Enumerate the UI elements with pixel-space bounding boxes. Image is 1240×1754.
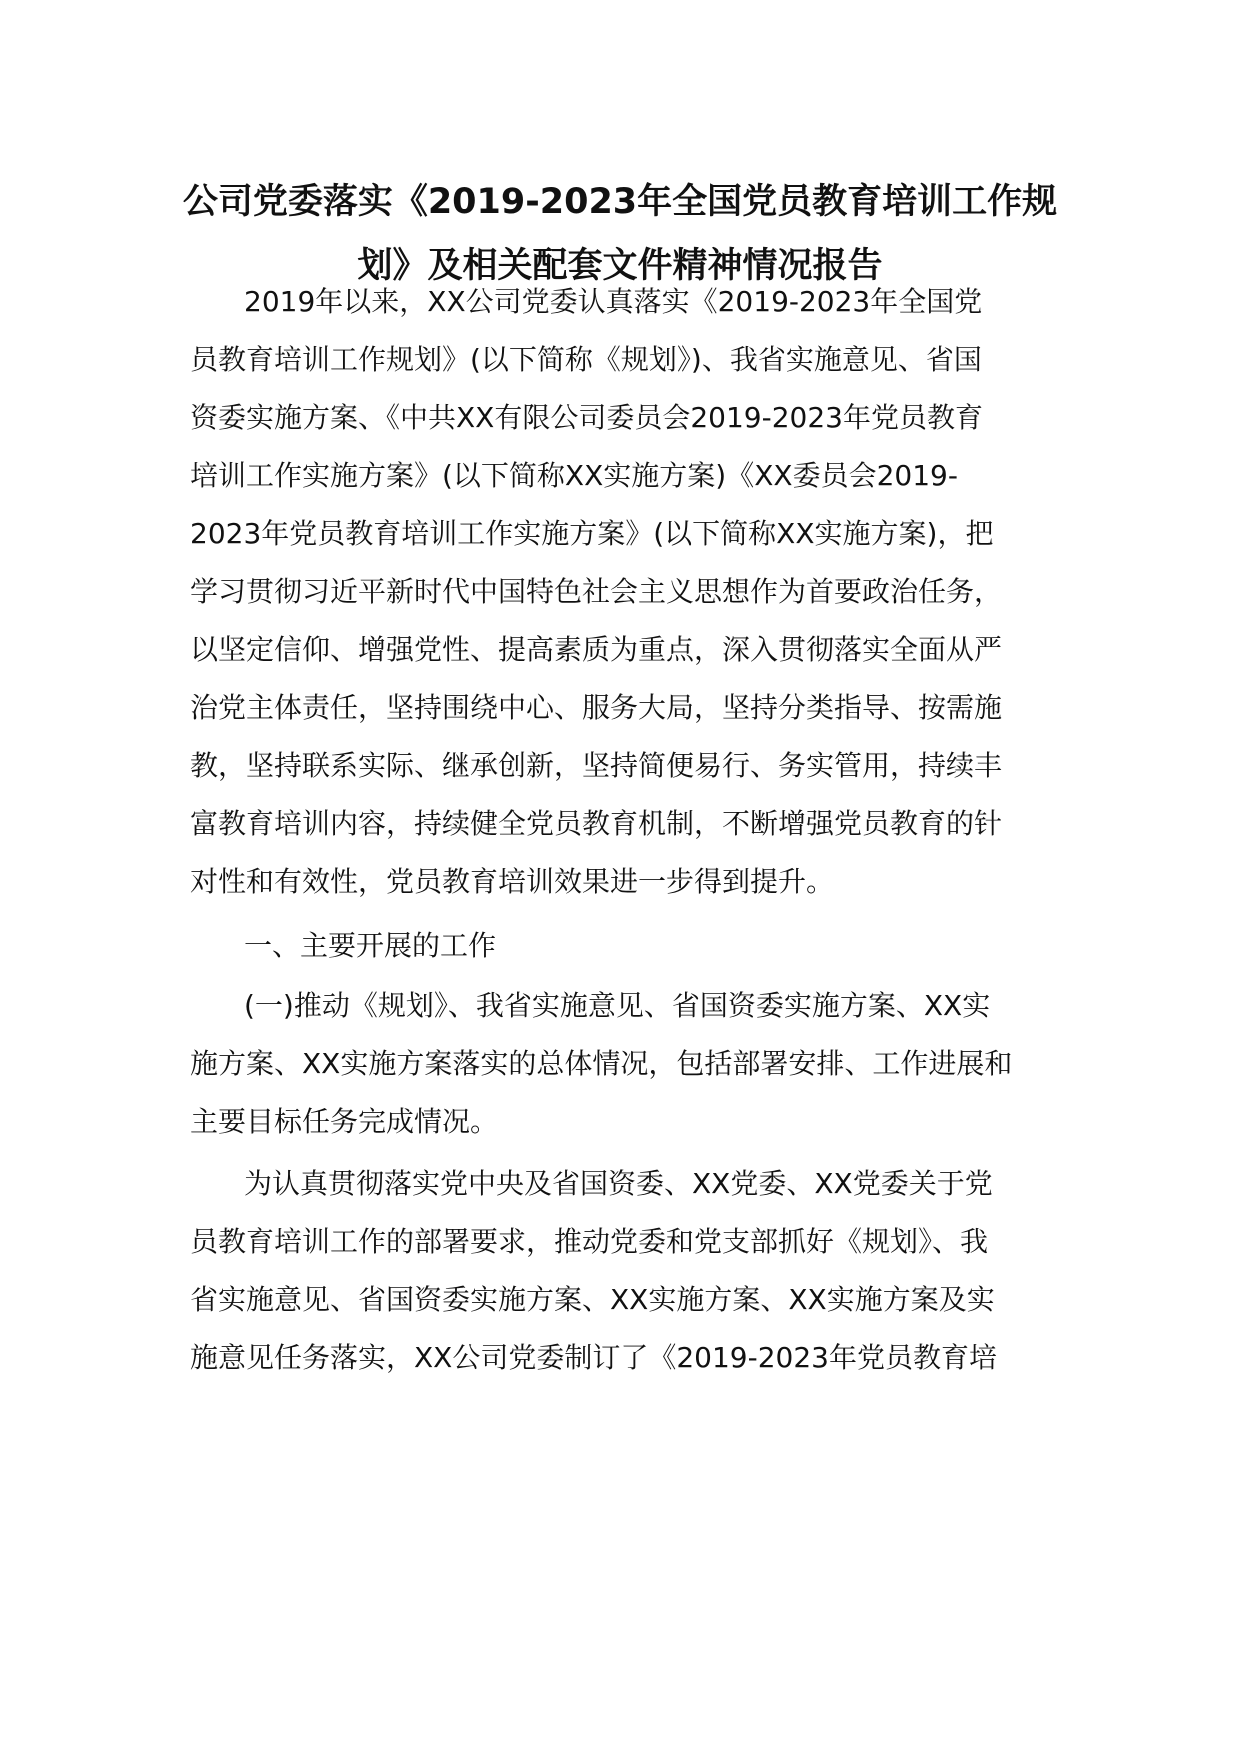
paragraph-2-line-3: 省实施意见、省国资委实施方案、XX实施方案、XX实施方案及实: [190, 1283, 995, 1316]
paragraph-1-line-5: 2023年党员教育培训工作实施方案》(以下简称XX实施方案)，把: [190, 517, 994, 550]
paragraph-1-line-7: 以坚定信仰、增强党性、提高素质为重点，深入贯彻落实全面从严: [190, 633, 1003, 666]
subsection-1-line-1: (一)推动《规划》、我省实施意见、省国资委实施方案、XX实: [244, 989, 991, 1022]
document-title-line-1: 公司党委落实《2019-2023年全国党员教育培训工作规: [182, 182, 1058, 222]
paragraph-1-line-4: 培训工作实施方案》(以下简称XX实施方案)《XX委员会2019-: [190, 459, 958, 492]
paragraph-1-line-8: 治党主体责任，坚持围绕中心、服务大局，坚持分类指导、按需施: [190, 691, 1003, 724]
paragraph-1-line-1: 2019年以来，XX公司党委认真落实《2019-2023年全国党: [244, 285, 983, 318]
subsection-1-line-2: 施方案、XX实施方案落实的总体情况，包括部署安排、工作进展和: [190, 1047, 1013, 1080]
section-1-heading: 一、主要开展的工作: [244, 929, 497, 962]
paragraph-1-line-6: 学习贯彻习近平新时代中国特色社会主义思想作为首要政治任务，: [190, 575, 1003, 608]
document-title: [150, 170, 1090, 298]
paragraph-1-line-10: 富教育培训内容，持续健全党员教育机制，不断增强党员教育的针: [190, 807, 1003, 840]
paragraph-2-line-2: 员教育培训工作的部署要求，推动党委和党支部抓好《规划》、我: [190, 1225, 989, 1258]
document-title-line-2: 划》及相关配套文件精神情况报告: [357, 246, 883, 286]
paragraph-1-line-11: 对性和有效性，党员教育培训效果进一步得到提升。: [190, 865, 835, 898]
paragraph-1-line-9: 教，坚持联系实际、继承创新，坚持简便易行、务实管用，持续丰: [190, 749, 1003, 782]
subsection-1-line-3: 主要目标任务完成情况。: [190, 1105, 499, 1138]
paragraph-1-line-3: 资委实施方案、《中共XX有限公司委员会2019-2023年党员教育: [190, 401, 983, 434]
paragraph-2-line-1: 为认真贯彻落实党中央及省国资委、XX党委、XX党委关于党: [244, 1167, 993, 1200]
paragraph-1-line-2: 员教育培训工作规划》(以下简称《规划》)、我省实施意见、省国: [190, 343, 982, 376]
paragraph-2-line-4: 施意见任务落实，XX公司党委制订了《2019-2023年党员教育培: [190, 1341, 997, 1374]
